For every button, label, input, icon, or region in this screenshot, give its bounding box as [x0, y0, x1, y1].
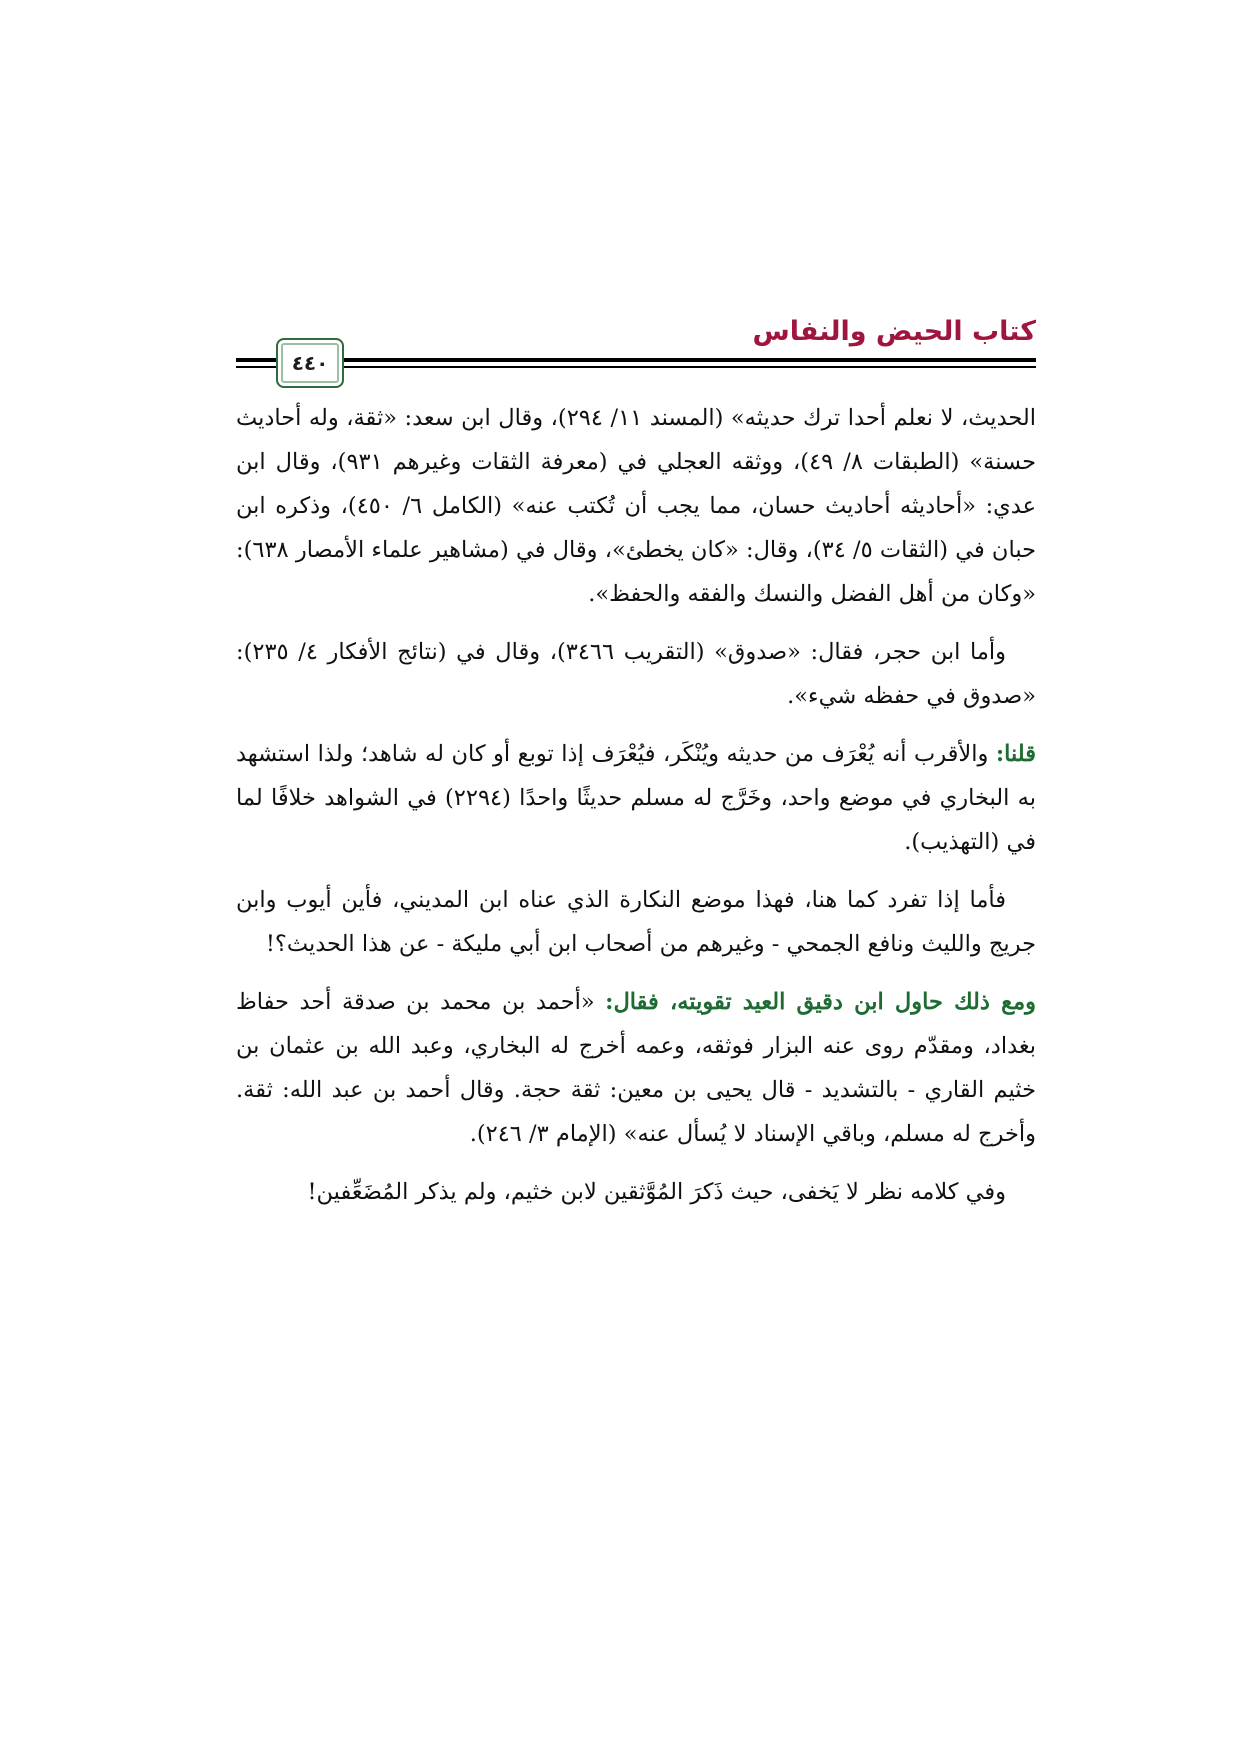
paragraph-text: وأما ابن حجر، فقال: «صدوق» (التقريب ٣٤٦٦)، وقال في (نتائج الأفكار ٤/ ٢٣٥): «صدوق في حفظه شيء».	[236, 639, 1036, 709]
paragraph-text: وفي كلامه نظر لا يَخفى، حيث ذَكرَ المُوَّثقين لابن خثيم، ولم يذكر المُضَعِّفين!	[307, 1179, 1006, 1205]
page-body	[236, 396, 1036, 1228]
header-rule-thick	[236, 358, 1036, 362]
page-header	[236, 316, 1036, 386]
paragraph-5	[236, 980, 1036, 1156]
page-number: ٤٤٠	[291, 351, 329, 375]
paragraph-1	[236, 396, 1036, 616]
paragraph-text: الحديث، لا نعلم أحدا ترك حديثه» (المسند ١١/ ٢٩٤)، وقال ابن سعد: «ثقة، وله أحاديث حسنة» (الطبقات ٨/ ٤٩)، ووثقه العجلي في (معرفة الثقات وغيرهم ٩٣١)، وقال ابن عدي: «أحاديثه أحاديث حسان، مما يجب أن تُكتب عنه» (الكامل ٦/ ٤٥٠)، وذكره ابن حبان في (الثقات ٥/ ٣٤)، وقال: «كان يخطئ»، وقال في (مشاهير علماء الأمصار ٦٣٨): «وكان من أهل الفضل والنسك والفقه والحفظ».	[236, 405, 1037, 607]
page-number-badge	[276, 338, 344, 388]
book-title: كتاب الحيض والنفاس	[752, 316, 1036, 347]
paragraph-lead: ومع ذلك حاول ابن دقيق العيد تقويته، فقال:	[605, 989, 1036, 1015]
paragraph-text: فأما إذا تفرد كما هنا، فهذا موضع النكارة الذي عناه ابن المديني، فأين أيوب وابن جريج والليث ونافع الجمحي - وغيرهم من أصحاب ابن أبي مليكة - عن هذا الحديث؟!	[236, 887, 1036, 957]
paragraph-3	[236, 732, 1036, 864]
header-rule-thin	[236, 366, 1036, 368]
paragraph-6	[236, 1170, 1036, 1214]
paragraph-text: والأقرب أنه يُعْرَف من حديثه ويُنْكَر، فيُعْرَف إذا توبع أو كان له شاهد؛ ولذا استشهد به البخاري في موضع واحد، وخَرَّج له مسلم حديثًا واحدًا (٢٢٩٤) في الشواهد خلافًا لما في (التهذيب).	[236, 741, 1036, 855]
paragraph-2	[236, 630, 1036, 718]
paragraph-text: «أحمد بن محمد بن صدقة أحد حفاظ بغداد، ومقدّم روى عنه البزار فوثقه، وعمه أخرج له البخاري، وعبد الله بن عثمان بن خثيم القاري - بالتشديد - قال يحيى بن معين: ثقة حجة. وقال أحمد بن عبد الله: ثقة. وأخرج له مسلم، وباقي الإسناد لا يُسأل عنه» (الإمام ٣/ ٢٤٦).	[236, 989, 1036, 1147]
paragraph-lead: قلنا:	[995, 741, 1036, 767]
paragraph-4	[236, 878, 1036, 966]
